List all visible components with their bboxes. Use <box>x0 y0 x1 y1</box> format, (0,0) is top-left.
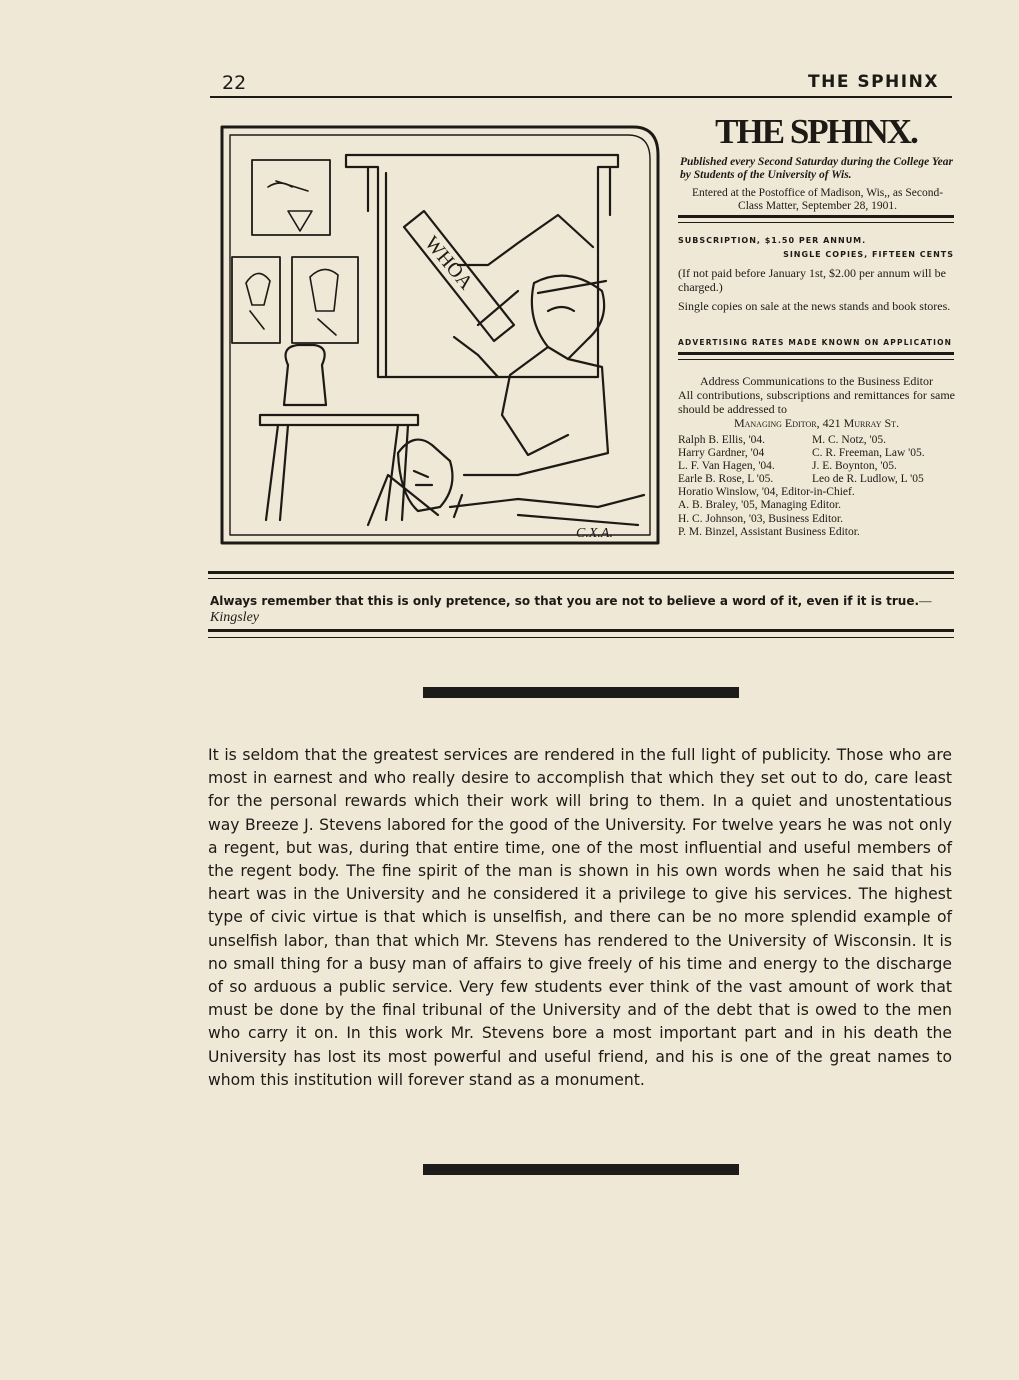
masthead-published-note: Published every Second Saturday during the College Year by Students of the University of Wis. <box>680 156 953 181</box>
artist-initials: C.X.A. <box>576 526 613 541</box>
staff-name: Earle B. Rose, L '05. <box>678 473 774 486</box>
masthead-rule <box>678 352 954 355</box>
late-payment-note: (If not paid before January 1st, $2.00 per annum will be charged.) <box>678 266 946 294</box>
advertising-note: ADVERTISING RATES MADE KNOWN ON APPLICATION <box>678 338 953 347</box>
staff-name: Leo de R. Ludlow, L '05 <box>812 473 924 486</box>
staff-name: L. F. Van Hagen, '04. <box>678 460 775 473</box>
slab-inscription: WHOA <box>420 232 478 294</box>
masthead-illustration <box>218 115 664 555</box>
page-number: 22 <box>222 72 247 94</box>
staff-row <box>678 447 955 460</box>
mourning-bar-top <box>423 687 739 698</box>
masthead-rule <box>678 359 954 360</box>
address-block <box>678 374 955 430</box>
single-copy-price: SINGLE COPIES, FIFTEEN CENTS <box>783 250 954 259</box>
on-sale-note: Single copies on sale at the news stands and book stores. <box>678 299 951 313</box>
running-title: THE SPHINX <box>808 72 939 92</box>
staff-name: J. E. Boynton, '05. <box>812 460 897 473</box>
masthead-rule <box>678 215 954 218</box>
subscription-price: SUBSCRIPTION, $1.50 PER ANNUM. <box>678 236 867 245</box>
staff-name: M. C. Notz, '05. <box>812 434 886 446</box>
motto <box>210 594 956 626</box>
address-line: Address Communications to the Business Editor <box>700 374 933 388</box>
masthead-rule <box>678 222 954 223</box>
motto-rule-top <box>208 578 954 579</box>
staff-name: Ralph B. Ellis, '04. <box>678 434 766 446</box>
masthead-entered-note: Entered at the Postoffice of Madison, Wis,, as Second-Class Matter, September 28, 1901. <box>691 187 944 212</box>
staff-row: P. M. Binzel, Assistant Business Editor. <box>678 525 860 538</box>
staff-row: A. B. Braley, '05, Managing Editor. <box>678 499 841 512</box>
article-body: It is seldom that the greatest services are rendered in the full light of publicity. Those who are most in earnest and who really desire to accomplish that which they set out to do, care least for the personal rewards which their work will bring to them. In a quiet and unostentatious way Breeze J. Stevens labored for the good of the University. For twelve years he was not only a regent, but was, during that entire time, one of the most influential and useful members of the regent body. The fine spirit of the man is shown in his own words when he said that his heart was in the University and he considered it a privilege to give his services. The highest type of civic virtue is that which is unselfish, and there can be no more splendid example of unselfish labor, than that which Mr. Stevens has rendered to the University of Wisconsin. It is no small thing for a busy man of affairs to give freely of his time and energy to the discharge of so arduous a public service. Very few students ever think of the vast amount of work that must be done by the final tribunal of the University and of the debt that is owed to the men who carry it on. In this work Mr. Stevens bore a most important part and in his death the University has lost its most powerful and useful friend, and his is one of the great names to whom this institution will forever stand as a monument. <box>208 746 952 1089</box>
address-line: All contributions, subscriptions and remittances for same should be addressed to <box>678 388 955 416</box>
masthead-title: THE SPHINX. <box>715 112 917 151</box>
staff-row: Horatio Winslow, '04, Editor-in-Chief. <box>678 486 855 499</box>
motto-attribution: —Kingsley <box>210 594 932 625</box>
header-rule <box>210 96 952 98</box>
staff-row <box>678 434 955 447</box>
address-line: Managing Editor, 421 Murray St. <box>733 416 900 430</box>
staff-list <box>678 434 955 539</box>
mourning-bar-bottom <box>423 1164 739 1175</box>
motto-rule-bottom <box>208 637 954 638</box>
motto-rule-bottom <box>208 629 954 632</box>
staff-row: H. C. Johnson, '03, Business Editor. <box>678 512 844 525</box>
staff-row <box>678 473 955 486</box>
motto-text: Always remember that this is only pretence, so that you are not to believe a word of it, even if it is true. <box>210 594 920 608</box>
motto-rule-top <box>208 571 954 574</box>
staff-name: Harry Gardner, '04 <box>678 447 765 460</box>
staff-row <box>678 460 955 473</box>
staff-name: C. R. Freeman, Law '05. <box>812 447 925 460</box>
